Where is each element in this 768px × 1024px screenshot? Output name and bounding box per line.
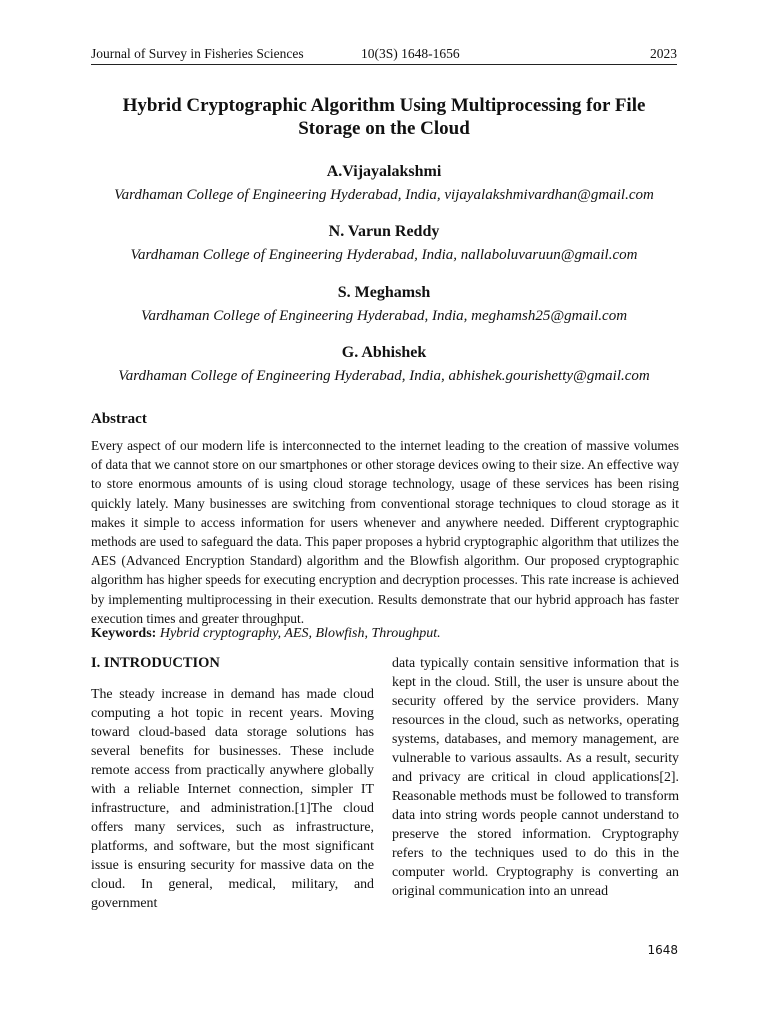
author-affiliation: Vardhaman College of Engineering Hyderabad, India, meghamsh25@gmail.com — [140, 308, 628, 324]
journal-name: Journal of Survey in Fisheries Sciences — [91, 46, 304, 61]
author-affiliation: Vardhaman College of Engineering Hyderabad, India, nallaboluvaruun@gmail.com — [130, 247, 638, 263]
author-name: S. Meghamsh — [337, 284, 431, 301]
author-name: A.Vijayalakshmi — [326, 163, 442, 180]
introduction-paragraph-right: data typically contain sensitive information that is kept in the cloud. Still, the user is unsure about the security offered by the service providers. Many resources in the cloud, such as networks, operating systems, databases, and memory management, are vulnerable to various assaults. As a result, security and privacy are critical in cloud applications[2]. Reasonable methods must be followed to transform data into string words people cannot understand to preserve the stored information. Cryptography refers to the techniques used to do this in the computer world. Cryptography is converting an original communication into an unread — [392, 656, 679, 899]
introduction-paragraph-left: The steady increase in demand has made cloud computing a hot topic in recent years. Moving toward cloud-based data storage solutions has several benefits for businesses. These include remote access from practically anywhere globally with a reliable Internet connection, simpler IT infrastructure, and administration.[1]The cloud offers many services, such as infrastructure, platforms, and software, but the most significant issue is ensuring security for massive data on the cloud. In general, medical, military, and government — [91, 687, 374, 911]
author-block — [60, 162, 708, 205]
author-name: G. Abhishek — [341, 344, 427, 361]
author-block — [60, 343, 708, 386]
volume-pages: 10(3S) 1648-1656 — [361, 46, 460, 61]
paper-title: Hybrid Cryptographic Algorithm Using Multiprocessing for File Storage on the Cloud — [122, 95, 646, 139]
keywords-text: Hybrid cryptography, AES, Blowfish, Throughput. — [159, 626, 441, 641]
running-head — [91, 46, 677, 65]
author-block — [60, 283, 708, 326]
keywords — [91, 624, 679, 643]
keywords-label: Keywords: — [91, 626, 157, 641]
section-heading-introduction: I. INTRODUCTION — [91, 655, 220, 671]
left-column — [91, 654, 374, 913]
abstract-text: Every aspect of our modern life is interconnected to the internet leading to the creation of massive volumes of data that we cannot store on our smartphones or other storage devices owing to their size. An effective way to store enormous amounts of is using cloud storage technology, usage of these services has been rising quickly lately. Many businesses are switching from conventional storage techniques to cloud storage as it makes it simple to access information for users whenever and anywhere needed. Different cryptographic methods are used to safeguard the data. This paper proposes a hybrid cryptographic algorithm that utilizes the AES (Advanced Encryption Standard) algorithm and the Blowfish algorithm. Our proposed cryptographic algorithm has higher speeds for executing encryption and decryption processes. This rate increase is achieved by implementing multiprocessing in their execution. Results demonstrate that our hybrid approach has faster execution times and greater throughput. — [91, 438, 680, 626]
publication-year: 2023 — [650, 46, 677, 61]
page-number: 1648 — [647, 943, 678, 957]
abstract-heading: Abstract — [91, 411, 147, 427]
author-affiliation: Vardhaman College of Engineering Hyderabad, India, vijayalakshmivardhan@gmail.com — [114, 187, 654, 203]
author-block — [60, 222, 708, 265]
author-name: N. Varun Reddy — [328, 223, 440, 240]
right-column — [392, 654, 679, 901]
author-affiliation: Vardhaman College of Engineering Hyderabad, India, abhishek.gourishetty@gmail.com — [118, 368, 650, 384]
